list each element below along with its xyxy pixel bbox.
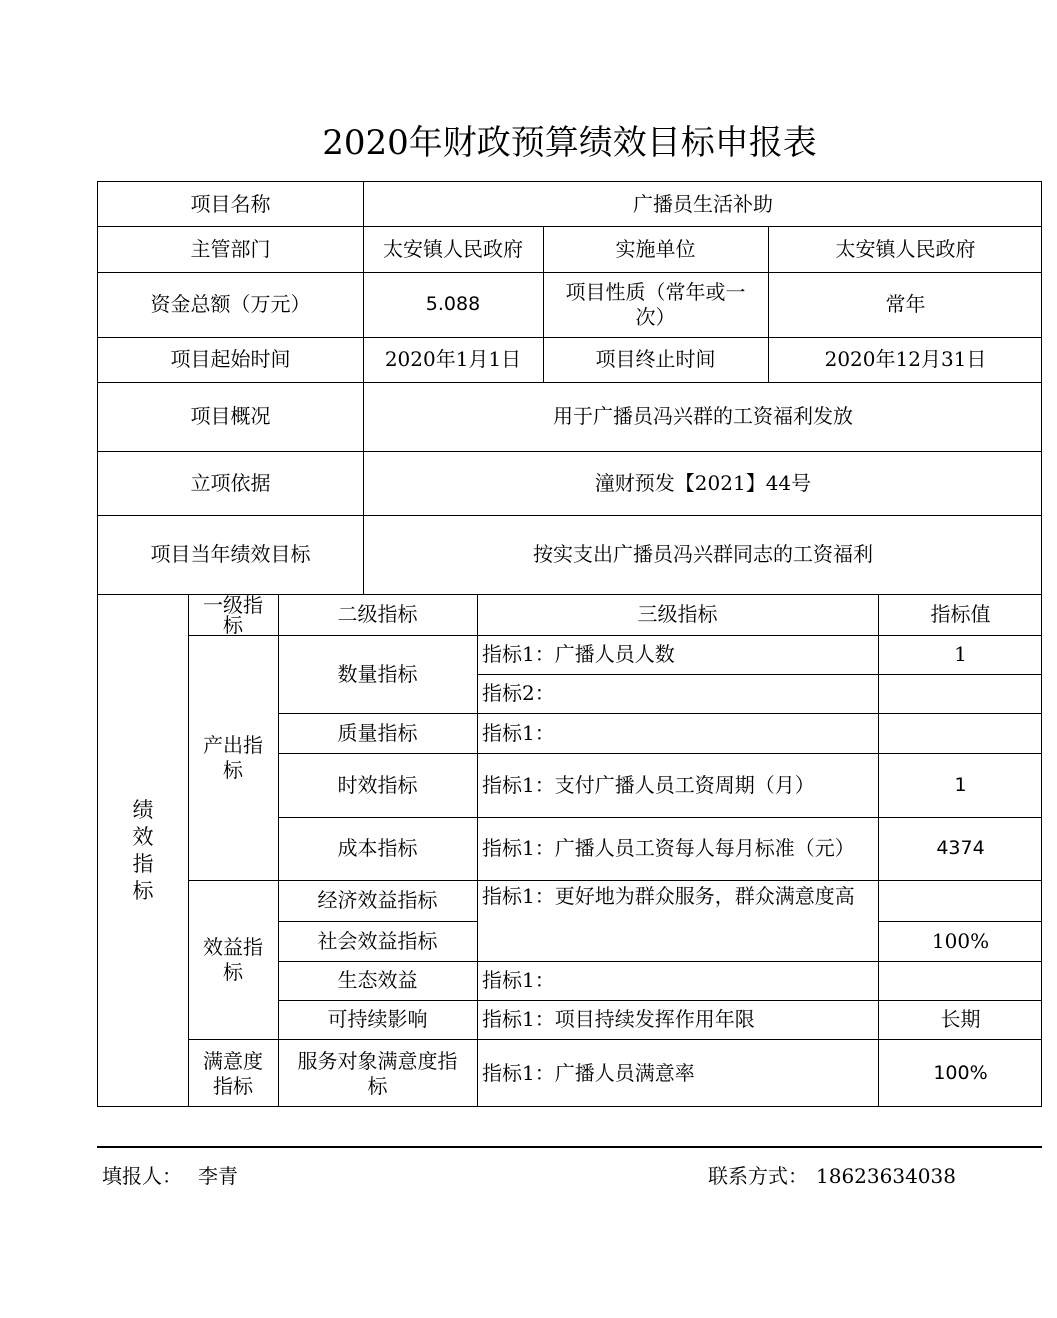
quantity-indicator-1: 指标1：广播人员人数: [482, 642, 675, 666]
economic-indicator-label: 经济效益指标: [317, 888, 438, 912]
timeliness-indicator-label: 时效指标: [337, 772, 418, 797]
implementing-unit-label: 实施单位: [615, 236, 696, 261]
header-level1: 一级指标: [203, 594, 263, 635]
output-indicators-label: 产出指标: [203, 732, 263, 782]
quantity-indicator-2: 指标2：: [482, 681, 555, 705]
economic-indicator-1: 指标1：更好地为群众服务，群众满意度高: [482, 884, 855, 908]
sustainability-indicator-label: 可持续影响: [327, 1007, 428, 1031]
sustainability-indicator-1: 指标1：项目持续发挥作用年限: [482, 1007, 755, 1031]
ecological-indicator-1: 指标1：: [482, 968, 555, 992]
timeliness-indicator-1-value: 1: [954, 773, 967, 796]
timeliness-indicator-1: 指标1：支付广播人员工资周期（月）: [482, 772, 815, 797]
section-char: 效: [132, 825, 154, 849]
satisfaction-indicators-label: 满意度指标: [203, 1048, 263, 1098]
overview-value: 用于广播员冯兴群的工资福利发放: [553, 404, 853, 428]
project-nature-value: 常年: [885, 292, 926, 316]
project-name-label: 项目名称: [190, 191, 271, 216]
total-funds-value: 5.088: [425, 293, 481, 315]
footer-divider: [97, 1146, 1042, 1148]
benefit-indicators-label: 效益指标: [203, 934, 263, 984]
department-label: 主管部门: [190, 236, 271, 261]
quantity-indicator-1-value: 1: [954, 642, 967, 666]
basis-label: 立项依据: [190, 470, 271, 495]
budget-form-table: [97, 181, 1042, 1107]
header-level2: 二级指标: [337, 602, 418, 626]
total-funds-label: 资金总额（万元）: [150, 292, 311, 316]
implementing-unit-value: 太安镇人民政府: [835, 236, 976, 261]
project-nature-label: 项目性质（常年或一次）: [565, 279, 746, 329]
end-time-label: 项目终止时间: [595, 347, 716, 371]
cost-indicator-label: 成本指标: [337, 836, 418, 860]
social-indicator-label: 社会效益指标: [317, 928, 438, 953]
quality-indicator-1: 指标1：: [482, 720, 555, 745]
page-title: 2020年财政预算绩效目标申报表: [322, 123, 817, 163]
project-name-value: 广播员生活补助: [633, 191, 773, 216]
ecological-indicator-label: 生态效益: [337, 968, 418, 992]
quality-indicator-label: 质量指标: [337, 720, 418, 745]
cost-indicator-1: 指标1：广播人员工资每人每月标准（元）: [482, 836, 855, 860]
section-char: 指: [132, 852, 154, 876]
social-indicator-value: 100%: [931, 928, 990, 953]
start-time-label: 项目起始时间: [170, 347, 291, 371]
contact-label: 联系方式：: [708, 1164, 808, 1188]
end-time-value: 2020年12月31日: [824, 347, 987, 371]
annual-goal-label: 项目当年绩效目标: [150, 542, 311, 566]
contact-phone: 18623634038: [816, 1164, 956, 1188]
performance-indicators-label: [98, 594, 188, 1107]
department-value: 太安镇人民政府: [383, 236, 523, 261]
filler-name: 李青: [198, 1164, 238, 1188]
header-level3: 三级指标: [637, 602, 718, 626]
service-satisfaction-label: 服务对象满意度指标: [297, 1048, 458, 1098]
filler-label: 填报人：: [102, 1164, 182, 1188]
cost-indicator-1-value: 4374: [936, 837, 985, 859]
start-time-value: 2020年1月1日: [384, 347, 522, 371]
quantity-indicator-label: 数量指标: [337, 661, 418, 686]
header-value: 指标值: [930, 602, 991, 626]
section-char: 绩: [132, 798, 154, 822]
overview-label: 项目概况: [190, 404, 271, 428]
annual-goal-value: 按实支出广播员冯兴群同志的工资福利: [533, 542, 873, 566]
sustainability-indicator-1-value: 长期: [940, 1007, 981, 1031]
section-char: 标: [132, 879, 154, 903]
satisfaction-indicator-1-value: 100%: [933, 1062, 988, 1084]
basis-value: 潼财预发【2021】44号: [594, 470, 812, 495]
satisfaction-indicator-1: 指标1：广播人员满意率: [482, 1061, 695, 1085]
